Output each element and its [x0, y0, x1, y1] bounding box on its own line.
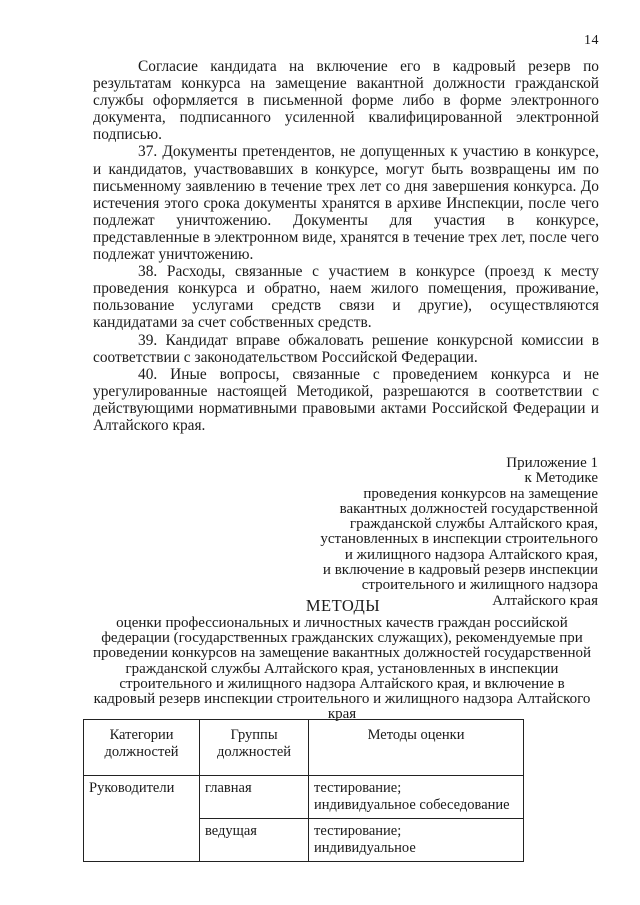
subtitle-line: гражданской службы Алтайского края, установленных в инспекции — [125, 660, 559, 677]
appendix-line: установленных в инспекции строительного — [320, 531, 598, 548]
methods-subtitle — [85, 616, 599, 722]
subtitle-line: проведении конкурсов на замещение вакантных должностей государственной — [93, 645, 591, 662]
appendix-line: Алтайского края — [492, 592, 598, 609]
document-body — [93, 58, 599, 434]
subtitle-line: края — [327, 706, 357, 723]
appendix-header — [300, 456, 598, 609]
header-text: Методы оценки — [367, 727, 465, 743]
appendix-line: и включение в кадровый резерв инспекции — [322, 562, 598, 579]
methods-cell — [309, 819, 524, 862]
header-text: Категории — [109, 727, 174, 743]
header-text: должностей — [217, 744, 292, 760]
appendix-line: и жилищного надзора Алтайского края, — [344, 546, 598, 563]
appendix-line: вакантных должностей государственной — [339, 500, 598, 517]
header-text: Группы — [230, 727, 278, 743]
header-methods — [309, 720, 524, 776]
group-cell: ведущая — [200, 819, 309, 862]
group-cell: главная — [200, 776, 309, 819]
paragraph-38: 38. Расходы, связанные с участием в конкурсе (проезд к месту проведения конкурса и обратно, наем жилого помещения, проживание, пользование услугами средств связи и другие), осуществляются кандидатами за счет собственных средств. — [93, 263, 599, 332]
appendix-line: к Методике — [524, 470, 598, 487]
paragraph-37: 37. Документы претендентов, не допущенных к участию в конкурсе, и кандидатов, участвовавших в конкурсе, могут быть возвращены им по письменному заявлению в течение трех лет со дня завершения конкурса. До истечения этого срока документы хранятся в архиве Инспекции, после чего подлежат уничтожению. Документы для участия в конкурсе, представленные в электронном виде, хранятся в течение трех лет, после чего подлежат уничтожению. — [93, 143, 599, 264]
method-text: тестирование; — [314, 823, 402, 839]
paragraph-39: 39. Кандидат вправе обжаловать решение конкурсной комиссии в соответствии с законодательством Российской Федерации. — [93, 331, 599, 366]
category-cell: Руководители — [84, 776, 200, 862]
header-text: должностей — [104, 744, 179, 760]
method-text: индивидуальное — [314, 840, 416, 856]
paragraph-40: 40. Иные вопросы, связанные с проведением конкурса и не урегулированные настоящей Методикой, разрешаются в соответствии с действующими нормативными правовыми актами Российской Федерации и Алтайского края. — [93, 365, 599, 434]
appendix-line: проведения конкурсов на замещение — [363, 485, 598, 502]
subtitle-line: оценки профессиональных и личностных качеств граждан российской — [116, 615, 568, 631]
appendix-line: гражданской службы Алтайского края, — [349, 516, 598, 533]
table-header-row — [84, 720, 524, 776]
methods-cell — [309, 776, 524, 819]
method-text: тестирование; — [314, 780, 402, 796]
paragraph-consent: Согласие кандидата на включение его в кадровый резерв по результатам конкурса на замещение вакантной должности гражданской службы оформляется в письменной форме либо в форме электронного документа, подписанного усиленной квалифицированной электронной подписью. — [93, 58, 599, 144]
appendix-line: Приложение 1 — [506, 455, 598, 471]
methods-table — [83, 719, 524, 862]
page-number: 14 — [584, 33, 599, 48]
method-text: индивидуальное собеседование — [314, 797, 510, 813]
header-category — [84, 720, 200, 776]
subtitle-line: кадровый резерв инспекции строительного и жилищного надзора Алтайского — [93, 691, 591, 708]
table-row — [84, 776, 524, 819]
header-group — [200, 720, 309, 776]
subtitle-line: федерации (государственных гражданских служащих), рекомендуемые при — [101, 630, 583, 647]
methods-title: МЕТОДЫ — [305, 596, 381, 615]
subtitle-line: строительного и жилищного надзора Алтайского края, и включение в — [119, 675, 565, 692]
appendix-line: строительного и жилищного надзора — [361, 577, 598, 594]
